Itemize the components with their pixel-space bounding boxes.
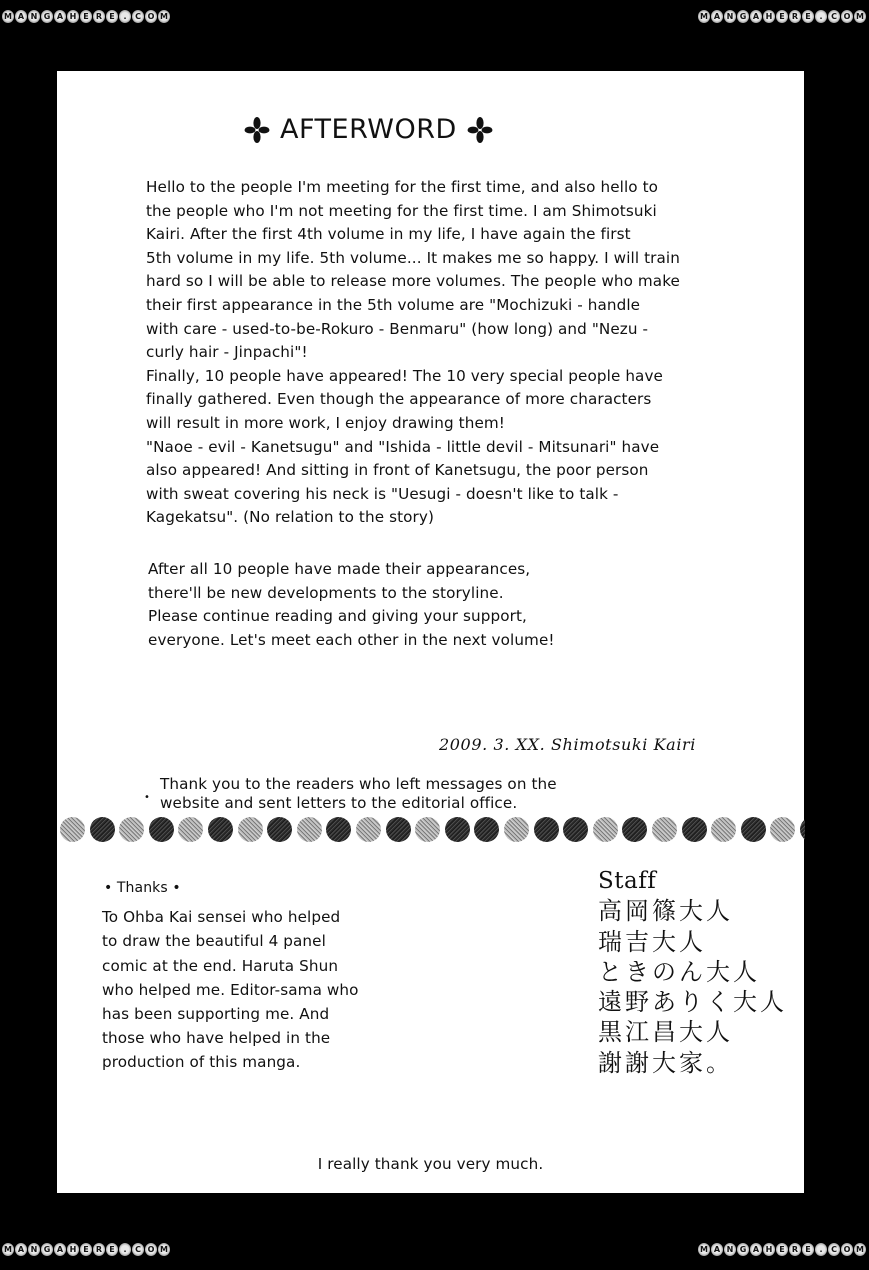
staff-title: Staff	[598, 868, 657, 894]
staff-member: 高岡篠大人	[598, 897, 733, 926]
dot-dark	[445, 817, 470, 842]
closing-paragraph	[148, 558, 555, 652]
watermark-letter: N	[724, 1243, 736, 1256]
thanks-line: has been supporting me. And	[102, 1005, 330, 1024]
watermark-letter: O	[841, 10, 853, 23]
dot-light	[593, 817, 618, 842]
watermark-letter: .	[119, 1243, 131, 1256]
watermark-letter: A	[15, 1243, 27, 1256]
body-line: Hello to the people I'm meeting for the first time, and also hello to	[146, 178, 659, 196]
watermark-letter: M	[854, 1243, 866, 1256]
staff-member: ときのん大人	[598, 957, 760, 986]
dot-light	[60, 817, 85, 842]
watermark-letter: G	[737, 1243, 749, 1256]
watermark-letter: O	[145, 10, 157, 23]
dot-dark	[563, 817, 588, 842]
closing-line: After all 10 people have made their appearances,	[148, 560, 531, 578]
body-line: "Naoe - evil - Kanetsugu" and "Ishida - little devil - Mitsunari" have	[146, 437, 660, 456]
dot-light	[119, 817, 144, 842]
dot-light	[711, 817, 736, 842]
watermark-letter: A	[15, 10, 27, 23]
watermark-letter: E	[80, 1243, 92, 1256]
watermark-letter: H	[67, 10, 79, 23]
body-line: will result in more work, I enjoy drawing them!	[146, 413, 505, 432]
dot-dark	[534, 817, 559, 842]
watermark-letter: M	[158, 10, 170, 23]
watermark-letter: E	[80, 10, 92, 23]
readers-note-line: Thank you to the readers who left messages on the	[160, 775, 557, 793]
afterword-body	[146, 176, 756, 530]
watermark-letter: N	[724, 10, 736, 23]
watermark-letter: R	[789, 10, 801, 23]
watermark-letter: M	[158, 1243, 170, 1256]
body-line: with care - used-to-be-Rokuro - Benmaru" (how long) and "Nezu -	[146, 319, 649, 338]
thanks-section	[102, 876, 359, 1075]
dot-dark	[90, 817, 115, 842]
afterword-title	[244, 114, 493, 145]
dot-light	[178, 817, 203, 842]
dot-divider	[60, 817, 805, 843]
bullet-icon: •	[144, 792, 150, 803]
watermark-letter: H	[763, 10, 775, 23]
signature: 2009. 3. XX. Shimotsuki Kairi	[439, 735, 697, 754]
closing-line: Please continue reading and giving your support,	[148, 607, 527, 626]
dot-light	[356, 817, 381, 842]
thanks-line: to draw the beautiful 4 panel	[102, 932, 326, 951]
body-line: Kagekatsu". (No relation to the story)	[146, 508, 435, 527]
thanks-line: who helped me. Editor-sama who	[102, 980, 359, 999]
watermark-top-left	[2, 10, 170, 23]
dot-dark	[386, 817, 411, 842]
dot-dark	[622, 817, 647, 842]
staff-thanks-line: 謝謝大家。	[598, 1048, 733, 1077]
watermark-letter: A	[711, 1243, 723, 1256]
watermark-letter: G	[737, 10, 749, 23]
body-line: also appeared! And sitting in front of Kanetsugu, the poor person	[146, 461, 649, 480]
dot-light	[770, 817, 795, 842]
body-line: finally gathered. Even though the appearance of more characters	[146, 390, 652, 409]
watermark-bottom-left	[2, 1243, 170, 1256]
dot-dark	[326, 817, 351, 842]
closing-line: there'll be new developments to the storyline.	[148, 583, 504, 602]
watermark-letter: G	[41, 10, 53, 23]
watermark-letter: E	[802, 10, 814, 23]
dot-dark	[741, 817, 766, 842]
dot-dark	[208, 817, 233, 842]
page-title: AFTERWORD	[280, 114, 457, 145]
thanks-heading: • Thanks •	[104, 880, 181, 896]
body-line: their first appearance in the 5th volume are "Mochizuki - handle	[146, 295, 641, 314]
watermark-letter: A	[711, 10, 723, 23]
watermark-letter: E	[106, 10, 118, 23]
clover-icon	[244, 116, 270, 144]
body-line: hard so I will be able to release more volumes. The people who make	[146, 272, 681, 291]
watermark-letter: H	[67, 1243, 79, 1256]
dot-dark	[474, 817, 499, 842]
dot-light	[297, 817, 322, 842]
watermark-letter: H	[763, 1243, 775, 1256]
final-thanks: I really thank you very much.	[317, 1155, 544, 1173]
thanks-line: comic at the end. Haruta Shun	[102, 956, 339, 975]
dot-dark	[800, 817, 805, 842]
watermark-letter: M	[698, 10, 710, 23]
thanks-line: those who have helped in the	[102, 1029, 331, 1048]
watermark-letter: E	[776, 1243, 788, 1256]
watermark-letter: A	[54, 1243, 66, 1256]
closing-line: everyone. Let's meet each other in the next volume!	[148, 630, 555, 649]
readers-note-line: website and sent letters to the editorial office.	[160, 794, 518, 812]
watermark-letter: R	[789, 1243, 801, 1256]
watermark-letter: E	[802, 1243, 814, 1256]
watermark-letter: E	[106, 1243, 118, 1256]
watermark-letter: A	[750, 10, 762, 23]
watermark-letter: M	[698, 1243, 710, 1256]
watermark-bottom-right	[698, 1243, 866, 1256]
body-line: the people who I'm not meeting for the first time. I am Shimotsuki	[146, 201, 657, 220]
dot-dark	[149, 817, 174, 842]
watermark-letter: N	[28, 1243, 40, 1256]
watermark-letter: O	[841, 1243, 853, 1256]
staff-member: 遠野ありく大人	[598, 988, 787, 1017]
manga-page	[57, 71, 804, 1193]
staff-member: 黒江昌大人	[598, 1018, 733, 1047]
watermark-letter: A	[54, 10, 66, 23]
watermark-letter: C	[828, 10, 840, 23]
watermark-letter: E	[776, 10, 788, 23]
watermark-letter: M	[854, 10, 866, 23]
watermark-letter: G	[41, 1243, 53, 1256]
dot-dark	[267, 817, 292, 842]
body-line: Finally, 10 people have appeared! The 10 very special people have	[146, 366, 663, 385]
readers-note	[144, 775, 557, 813]
watermark-letter: R	[93, 10, 105, 23]
clover-icon	[467, 116, 493, 144]
watermark-letter: .	[815, 10, 827, 23]
dot-light	[652, 817, 677, 842]
watermark-letter: C	[132, 10, 144, 23]
body-line: 5th volume in my life. 5th volume... It makes me so happy. I will train	[146, 248, 680, 267]
body-line: Kairi. After the first 4th volume in my life, I have again the first	[146, 225, 631, 244]
dot-light	[504, 817, 529, 842]
watermark-top-right	[698, 10, 866, 23]
body-line: curly hair - Jinpachi"!	[146, 343, 308, 362]
watermark-letter: N	[28, 10, 40, 23]
watermark-letter: O	[145, 1243, 157, 1256]
dot-dark	[682, 817, 707, 842]
watermark-letter: .	[119, 10, 131, 23]
dot-light	[238, 817, 263, 842]
dot-light	[415, 817, 440, 842]
watermark-letter: .	[815, 1243, 827, 1256]
body-line: with sweat covering his neck is "Uesugi - doesn't like to talk -	[146, 484, 619, 503]
watermark-letter: M	[2, 10, 14, 23]
thanks-line: production of this manga.	[102, 1053, 301, 1072]
staff-list	[598, 866, 787, 1078]
watermark-letter: M	[2, 1243, 14, 1256]
watermark-letter: C	[132, 1243, 144, 1256]
watermark-letter: A	[750, 1243, 762, 1256]
watermark-letter: R	[93, 1243, 105, 1256]
thanks-line: To Ohba Kai sensei who helped	[102, 908, 341, 927]
staff-member: 瑞吉大人	[598, 927, 706, 956]
watermark-letter: C	[828, 1243, 840, 1256]
